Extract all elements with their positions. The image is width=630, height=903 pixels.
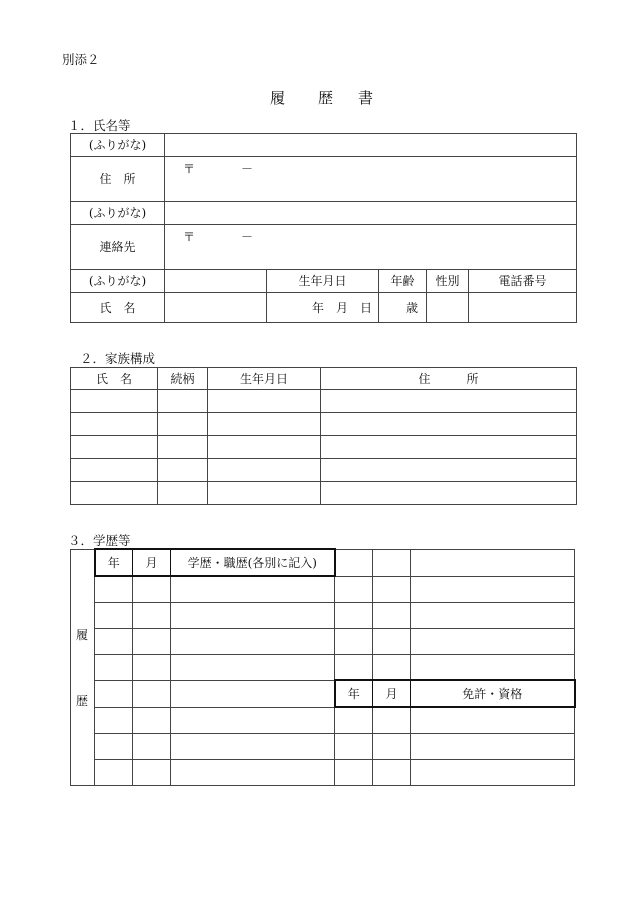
edu-month-cell[interactable]: [133, 707, 171, 733]
family-birthdate-cell[interactable]: [208, 436, 321, 459]
age-unit: 歳: [405, 300, 418, 315]
postal-mark-contact: 〒: [183, 230, 196, 244]
family-relation-cell[interactable]: [158, 436, 208, 459]
edu-year-cell[interactable]: [95, 707, 133, 733]
address-label: 住 所: [71, 157, 165, 202]
edu-month-cell[interactable]: [133, 602, 171, 628]
edu-career-cell[interactable]: [171, 576, 335, 602]
family-address-cell[interactable]: [321, 459, 577, 482]
right-cell[interactable]: [411, 602, 575, 628]
birthdate-header: 生年月日: [267, 270, 379, 293]
family-name-cell[interactable]: [71, 413, 158, 436]
table-row: [71, 654, 575, 680]
license-month-cell[interactable]: [373, 759, 411, 785]
right-cell[interactable]: [373, 602, 411, 628]
family-address-cell[interactable]: [321, 436, 577, 459]
section3-heading: ３．学歴等: [68, 533, 131, 548]
table-row: [71, 482, 577, 505]
table-row: [71, 602, 575, 628]
family-table: [70, 367, 577, 505]
family-relation-cell[interactable]: [158, 482, 208, 505]
edu-career-cell[interactable]: [171, 707, 335, 733]
table-row: [71, 436, 577, 459]
family-birthdate-cell[interactable]: [208, 390, 321, 413]
postal-mark: 〒: [183, 162, 196, 176]
right-cell[interactable]: [335, 628, 373, 654]
edu-year-cell[interactable]: [95, 759, 133, 785]
license-qualification-header: 免許・資格: [411, 680, 575, 707]
edu-career-cell[interactable]: [171, 602, 335, 628]
license-month-cell[interactable]: [373, 707, 411, 733]
furigana-label-contact: (ふりがな): [71, 202, 165, 225]
contact-field[interactable]: [165, 225, 577, 270]
family-address-cell[interactable]: [321, 390, 577, 413]
edu-month-cell[interactable]: [133, 680, 171, 707]
license-year-cell[interactable]: [335, 759, 373, 785]
family-birthdate-cell[interactable]: [208, 459, 321, 482]
right-cell[interactable]: [411, 654, 575, 680]
family-name-cell[interactable]: [71, 390, 158, 413]
license-month-header: 月: [373, 680, 411, 707]
license-cell[interactable]: [411, 707, 575, 733]
table-row: [71, 390, 577, 413]
edu-year-header: 年: [95, 549, 133, 576]
edu-month-header: 月: [133, 549, 171, 576]
edu-month-cell[interactable]: [133, 733, 171, 759]
edu-year-cell[interactable]: [95, 680, 133, 707]
edu-month-cell[interactable]: [133, 654, 171, 680]
section2-heading: ２．家族構成: [80, 351, 156, 366]
right-cell[interactable]: [373, 576, 411, 602]
table-row: [71, 459, 577, 482]
section1-heading: １．氏名等: [68, 118, 131, 133]
furigana-contact-field[interactable]: [165, 202, 577, 225]
name-field[interactable]: [165, 293, 267, 323]
edu-year-cell[interactable]: [95, 733, 133, 759]
furigana-name-field[interactable]: [165, 270, 267, 293]
family-name-cell[interactable]: [71, 459, 158, 482]
sex-header: 性別: [427, 270, 469, 293]
side-label-rireki-1: 履: [76, 627, 89, 642]
table-row: [71, 733, 575, 759]
address-field[interactable]: [165, 157, 577, 202]
family-relation-cell[interactable]: [158, 459, 208, 482]
edu-year-cell[interactable]: [95, 576, 133, 602]
postal-dash: －: [241, 162, 254, 176]
family-address-cell[interactable]: [321, 413, 577, 436]
right-cell[interactable]: [335, 576, 373, 602]
annex-label: 別添２: [62, 52, 100, 67]
edu-career-cell[interactable]: [171, 628, 335, 654]
edu-year-cell[interactable]: [95, 654, 133, 680]
edu-month-cell[interactable]: [133, 576, 171, 602]
family-relation-cell[interactable]: [158, 390, 208, 413]
age-field[interactable]: [379, 293, 427, 323]
sex-field[interactable]: [427, 293, 469, 323]
edu-career-cell[interactable]: [171, 733, 335, 759]
right-cell[interactable]: [373, 549, 411, 576]
right-cell[interactable]: [335, 654, 373, 680]
history-side-label: [71, 549, 95, 785]
postal-dash-contact: －: [241, 230, 254, 244]
right-cell[interactable]: [373, 628, 411, 654]
phone-header: 電話番号: [469, 270, 577, 293]
license-cell[interactable]: [411, 759, 575, 785]
family-birthdate-cell[interactable]: [208, 413, 321, 436]
furigana-label-address: (ふりがな): [71, 134, 165, 157]
history-table: [70, 548, 576, 786]
family-birthdate-cell[interactable]: [208, 482, 321, 505]
title-char-1: 履: [270, 89, 286, 107]
edu-career-cell[interactable]: [171, 680, 335, 707]
family-relation-header: 続柄: [158, 368, 208, 390]
table-row: [71, 628, 575, 654]
edu-career-header: 学歴・職歴(各別に記入): [171, 549, 335, 576]
right-cell[interactable]: [411, 549, 575, 576]
family-address-header: 住 所: [321, 368, 577, 390]
family-name-cell[interactable]: [71, 436, 158, 459]
right-cell[interactable]: [411, 628, 575, 654]
table-row: [71, 413, 577, 436]
title-char-3: 書: [358, 89, 374, 107]
birthdate-format: 年 月 日: [311, 300, 372, 315]
edu-month-cell[interactable]: [133, 628, 171, 654]
personal-info-table: [70, 133, 577, 323]
license-year-cell[interactable]: [335, 707, 373, 733]
family-name-header: 氏 名: [71, 368, 158, 390]
license-month-cell[interactable]: [373, 733, 411, 759]
table-row: [71, 707, 575, 733]
contact-label: 連絡先: [71, 225, 165, 270]
edu-career-cell[interactable]: [171, 759, 335, 785]
right-cell[interactable]: [335, 602, 373, 628]
edu-year-cell[interactable]: [95, 628, 133, 654]
age-header: 年齢: [379, 270, 427, 293]
furigana-address-field[interactable]: [165, 134, 577, 157]
license-year-header: 年: [335, 680, 373, 707]
edu-career-cell[interactable]: [171, 654, 335, 680]
family-relation-cell[interactable]: [158, 413, 208, 436]
right-cell[interactable]: [335, 549, 373, 576]
furigana-label-name: (ふりがな): [71, 270, 165, 293]
table-row: [71, 759, 575, 785]
phone-field[interactable]: [469, 293, 577, 323]
side-label-rireki-2: 歴: [76, 693, 89, 708]
license-cell[interactable]: [411, 733, 575, 759]
family-name-cell[interactable]: [71, 482, 158, 505]
license-year-cell[interactable]: [335, 733, 373, 759]
edu-year-cell[interactable]: [95, 602, 133, 628]
name-label: 氏 名: [71, 293, 165, 323]
birthdate-field[interactable]: [267, 293, 379, 323]
family-birthdate-header: 生年月日: [208, 368, 321, 390]
right-cell[interactable]: [373, 654, 411, 680]
table-row: [71, 576, 575, 602]
edu-month-cell[interactable]: [133, 759, 171, 785]
family-address-cell[interactable]: [321, 482, 577, 505]
title-char-2: 歴: [318, 89, 334, 107]
right-cell[interactable]: [411, 576, 575, 602]
